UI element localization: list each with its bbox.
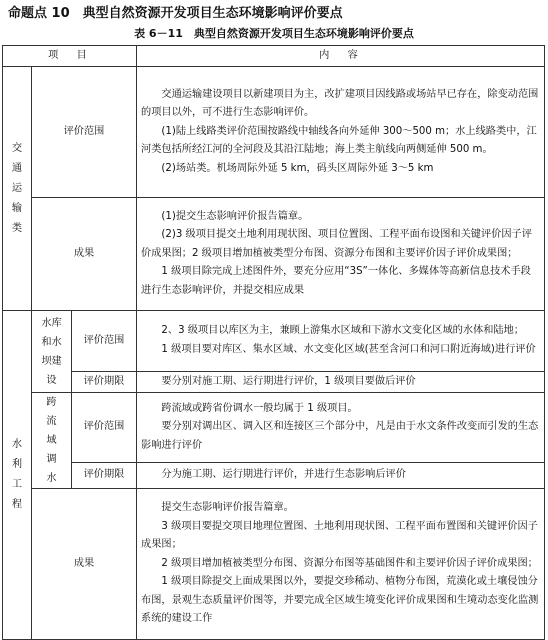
header-content: 内 容 <box>137 46 545 67</box>
table-row <box>3 67 545 198</box>
evaluation-table <box>2 45 545 640</box>
category-transport: 交通运输类 <box>3 67 32 311</box>
reservoir-period-label: 评价期限 <box>72 372 137 393</box>
table-header-row <box>3 46 545 67</box>
transport-scope-content: 交通运输建设项目以新建项目为主，改扩建项目因线路或场站早已存在，除变动范围的项目以外，可不进行生态影响评价。 (1)陆上线路类评价范围按路线中轴线各向外延伸 300～500 m；水上线路类中，江河类包括所经江河的全河段及其沿江陆地；海上类主航线向两侧延伸 500 m。 (2)场站类。机场周际外延 5 km，码头区周际外延 3～5 km <box>137 67 545 198</box>
table-row <box>3 198 545 311</box>
water-results-label: 成果 <box>32 489 137 640</box>
transfer-scope-label: 评价范围 <box>72 393 137 463</box>
table-caption: 表 6－11 典型自然资源开发项目生态环境影响评价要点 <box>134 27 414 40</box>
reservoir-scope-content: 2、3 级项目以库区为主，兼顾上游集水区域和下游水文变化区域的水体和陆地； 1 级项目要对库区、集水区域、水文变化区域(甚至含河口和河口附近海域)进行评价 <box>137 311 545 372</box>
transport-results-content: (1)提交生态影响评价报告篇章。 (2)3 级项目提交土地利用现状图、项目位置图、工程平面布设图和关键评价因子评价成果图；2 级项目增加植被类型分布图、资源分布图和主要评价因子评价成果图； 1 级项目除完成上述图件外，要充分应用“3S”一体化、多媒体等高新信息技术手段进行生态影响评价，并提交相应成果 <box>137 198 545 311</box>
header-item: 项 目 <box>3 46 137 67</box>
table-row <box>3 311 545 372</box>
category-water: 水利工程 <box>3 311 32 640</box>
table-row <box>3 372 545 393</box>
subcategory-transfer: 跨流域调水 <box>32 393 72 489</box>
table-row <box>3 463 545 489</box>
transport-results-label: 成果 <box>32 198 137 311</box>
water-results-content: 提交生态影响评价报告篇章。 3 级项目要提交项目地理位置图、土地利用现状图、工程平面布置图和关键评价因子成果图； 2 级项目增加植被类型分布图、资源分布图等基础图件和主要评价因子评价成果图； 1 级项目除提交上面成果图以外，要提交珍稀动、植物分布图，荒漠化或土壤侵蚀分布图，景观生态质量评价图等，并要完成全区域生境变化评价成果图和生境动态变化监测系统的建设工作 <box>137 489 545 640</box>
transfer-period-label: 评价期限 <box>72 463 137 489</box>
reservoir-period-content: 要分别对施工期、运行期进行评价，1 级项目要做后评价 <box>137 372 545 393</box>
reservoir-scope-label: 评价范围 <box>72 311 137 372</box>
table-row <box>3 393 545 463</box>
table-row <box>3 489 545 640</box>
section-heading: 命题点 10 典型自然资源开发项目生态环境影响评价要点 <box>8 6 343 21</box>
subcategory-reservoir: 水库和水坝建设 <box>32 311 72 393</box>
transport-scope-label: 评价范围 <box>32 67 137 198</box>
transfer-period-content: 分为施工期、运行期进行评价，并进行生态影响后评价 <box>137 463 545 489</box>
transfer-scope-content: 跨流域或跨省份调水一般均属于 1 级项目。 要分别对调出区、调入区和连接区三个部分中，凡是由于水文条件改变而引发的生态影响进行评价 <box>137 393 545 463</box>
